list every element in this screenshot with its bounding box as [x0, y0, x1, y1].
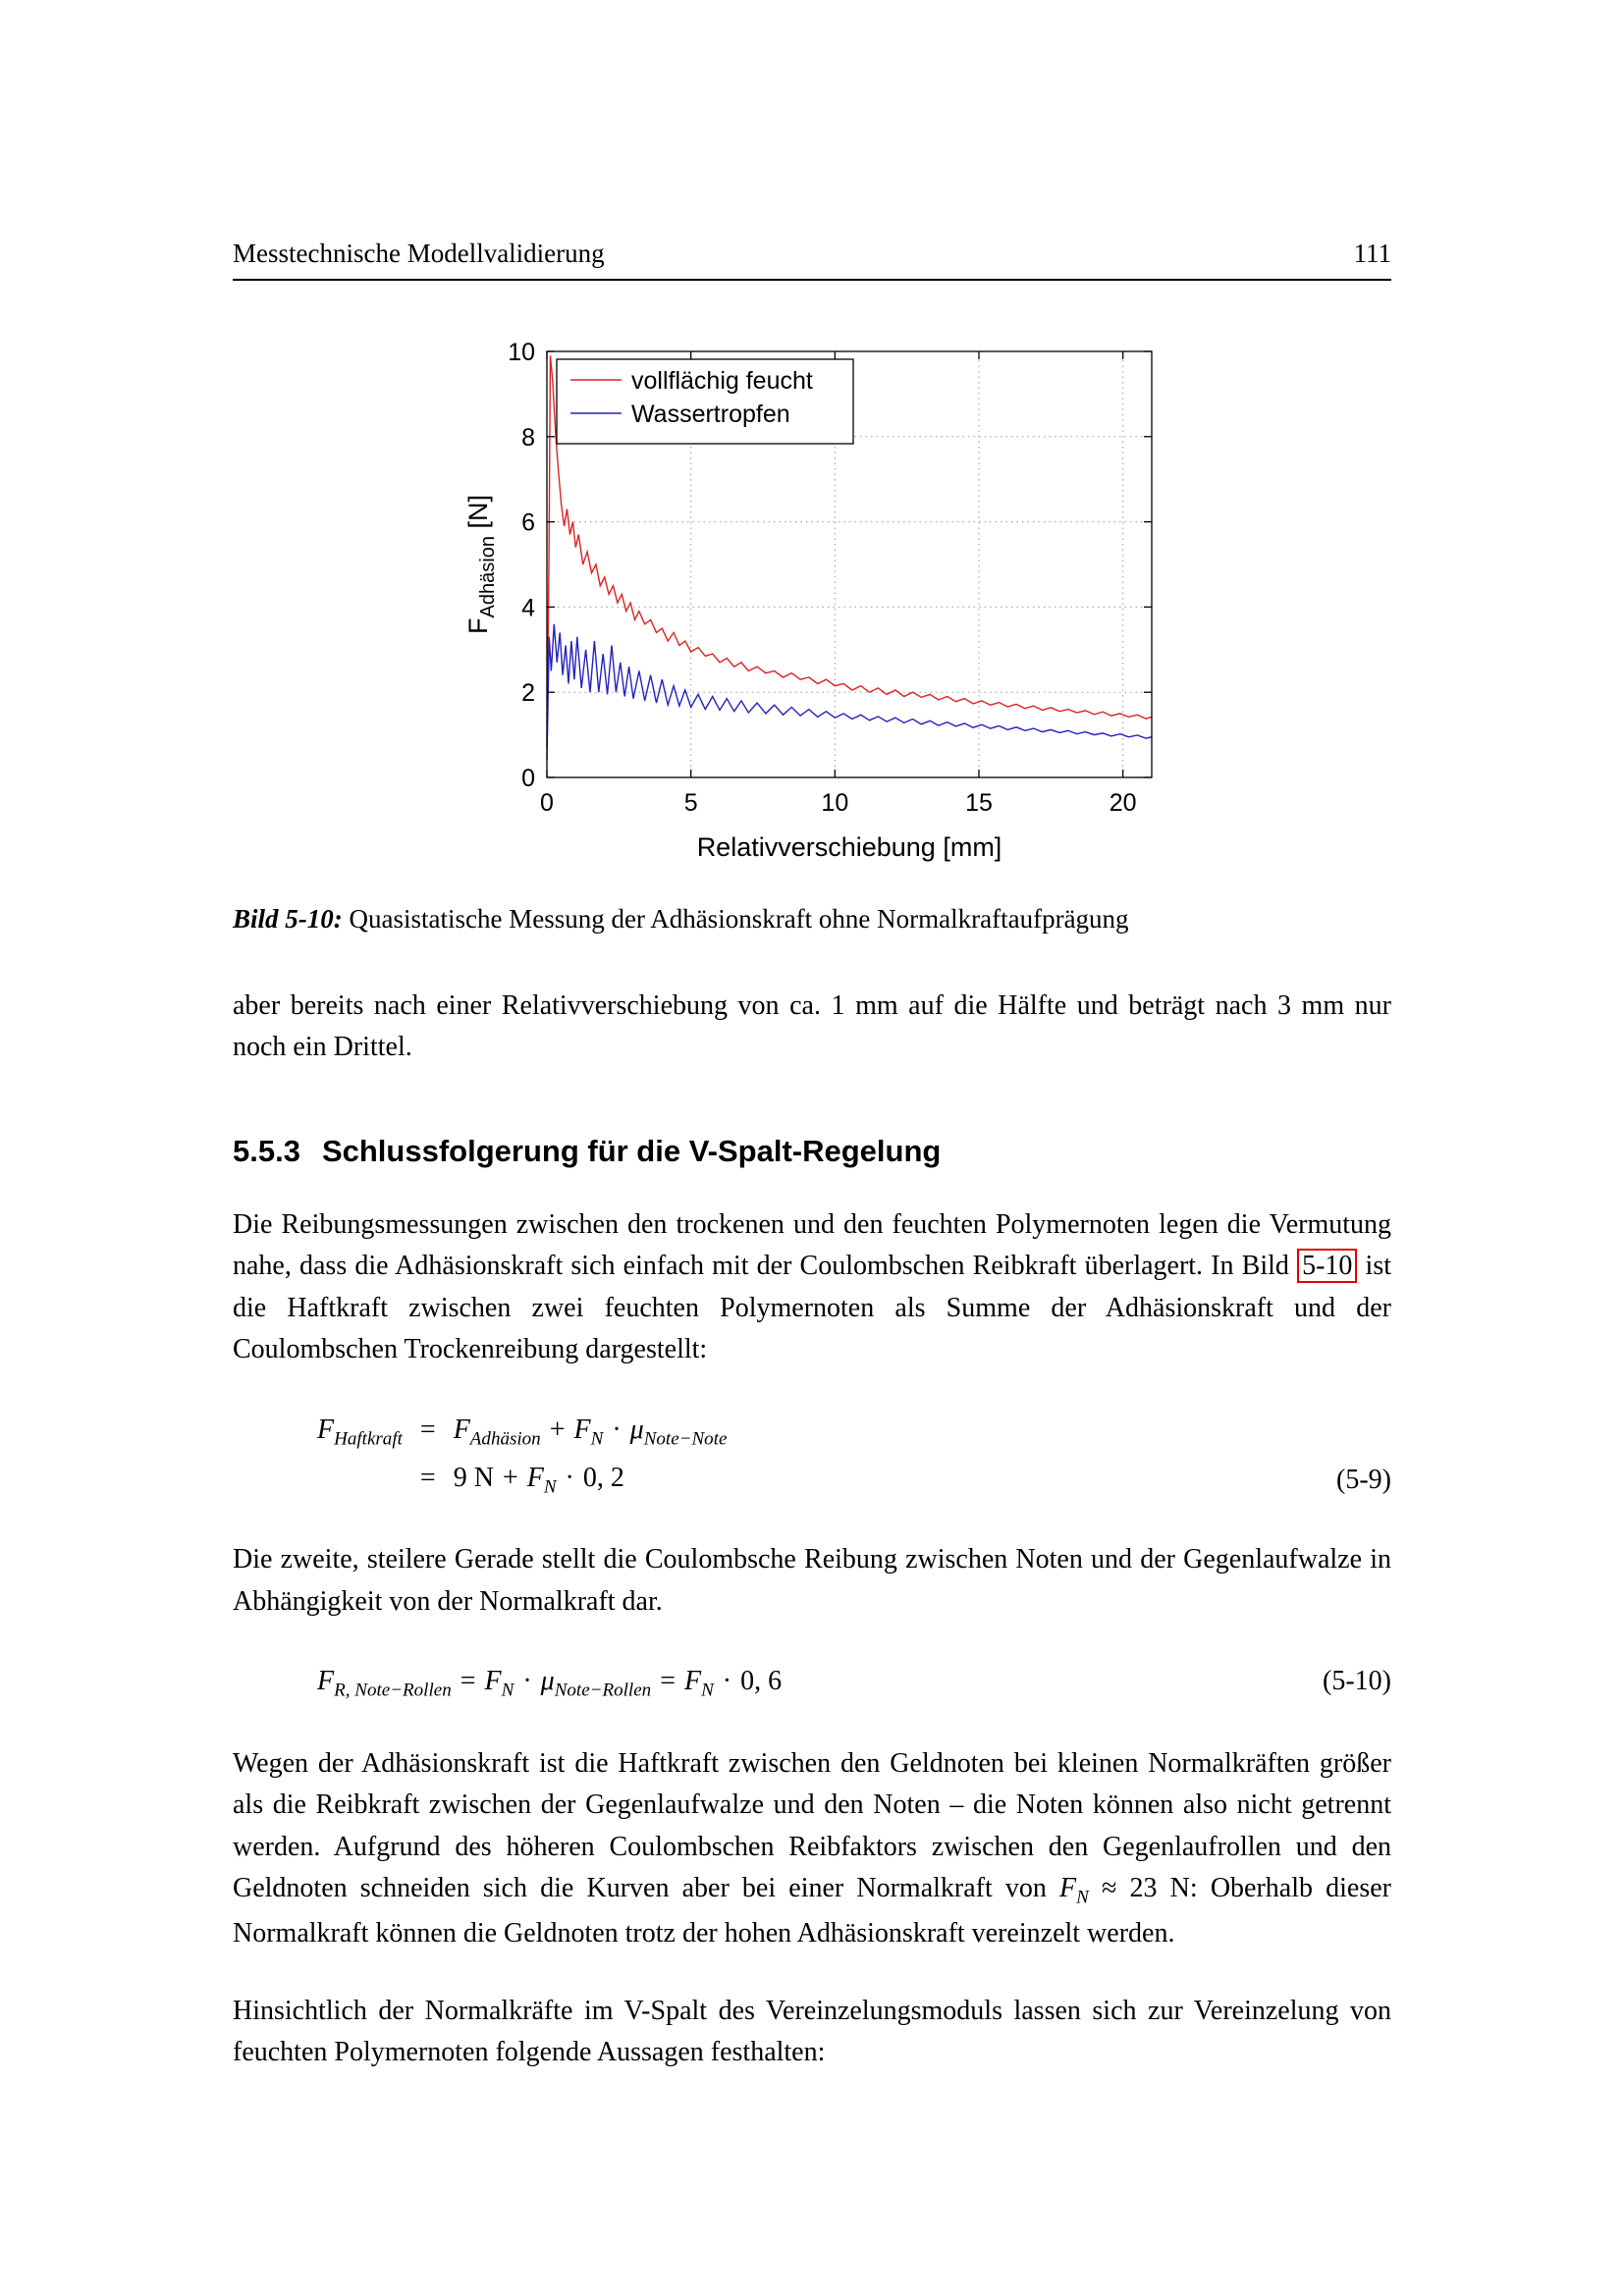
paragraph-text: Wegen der Adhäsionskraft ist die Haftkraft zwischen den Geldnoten bei kleinen Normalkräften größer als die Reibkraft zwischen der Gegenlaufwalze und den Noten – die Noten können also nicht getrennt werden. Aufgrund des höheren Coulombschen Reibfaktors zwischen den Gegenlaufrollen und den Geldnoten schneiden sich die Kurven aber bei einer Normalkraft von	[233, 1747, 1391, 1904]
body-paragraph-1: aber bereits nach einer Relativverschiebung von ca. 1 mm auf die Hälfte und beträgt nach 3 mm nur noch ein Drittel.	[233, 989, 1391, 1063]
section-heading-5-5-3	[233, 1134, 1391, 1169]
equation-rhs-1: $F_{Adhäsion} + F_N \cdot \mu_{Note-Note}$	[453, 1414, 728, 1450]
paragraph-text: : Oberhalb dieser Normalkraft können die Geldnoten trotz der hohen Adhäsionskraft vereinzelt werden.	[233, 1873, 1391, 1949]
inline-math-FN: F	[1059, 1873, 1077, 1904]
equation-number: (5-10)	[1323, 1666, 1391, 1697]
svg-text:10: 10	[821, 788, 849, 817]
body-paragraph-4	[233, 1743, 1391, 1955]
figure-caption-text: Quasistatische Messung der Adhäsionskraft ohne Normalkraftaufprägung	[342, 903, 1129, 934]
equation-rhs-2: 9 $N + F_N \cdot 0$, 2	[453, 1462, 624, 1498]
svg-text:6: 6	[521, 508, 535, 537]
svg-text:20: 20	[1109, 788, 1137, 817]
equation-lhs-empty	[317, 1457, 403, 1505]
running-title: Messtechnische Modellvalidierung	[233, 239, 605, 268]
svg-text:vollflächig feucht: vollflächig feucht	[631, 366, 813, 395]
equation-5-10	[317, 1660, 1391, 1708]
figure-caption-label: Bild 5-10:	[233, 903, 343, 934]
body-paragraph-5: Hinsichtlich der Normalkräfte im V-Spalt des Vereinzelungsmoduls lassen sich zur Vereinzelung von feuchten Polymernoten folgende Aussagen festhalten:	[233, 1995, 1391, 2068]
svg-text:4: 4	[521, 594, 535, 622]
svg-text:0: 0	[540, 788, 554, 817]
equation-5-9	[317, 1409, 1391, 1504]
equation-number: (5-9)	[1336, 1465, 1391, 1496]
body-paragraph-2	[233, 1204, 1391, 1371]
svg-text:15: 15	[965, 788, 993, 817]
paragraph-text: ist die Haftkraft zwischen zwei feuchten Polymernoten als Summe der Adhäsionskraft und der Coulombschen Trockenreibung dargestellt:	[233, 1251, 1391, 1365]
svg-text:Relativverschiebung [mm]: Relativverschiebung [mm]	[696, 831, 1002, 862]
equals-sign: =	[419, 1462, 436, 1493]
svg-text:Wassertropfen: Wassertropfen	[631, 400, 790, 428]
svg-text:FAdhäsion [N]: $F_{Adhäsion}$ [N]	[463, 494, 499, 634]
inline-math-FN-sub: N	[1076, 1888, 1089, 1909]
page-header	[233, 240, 1391, 269]
body-paragraph-3: Die zweite, steilere Gerade stellt die Coulombsche Reibung zwischen Noten und der Gegenlaufwalze in Abhängigkeit von der Normalkraft dar.	[233, 1544, 1391, 1617]
equals-sign: =	[419, 1414, 436, 1445]
inline-math-rest: ≈ 23 N	[1088, 1873, 1190, 1904]
section-number: 5.5.3	[233, 1133, 300, 1168]
paragraph-text: Die Reibungsmessungen zwischen den trockenen und den feuchten Polymernoten legen die Vermutung nahe, dass die Adhäsionskraft sich einfach mit der Coulombschen Reibkraft überlagert. In Bild	[233, 1208, 1391, 1282]
header-rule	[233, 279, 1391, 281]
svg-text:10: 10	[508, 338, 535, 366]
svg-text:2: 2	[521, 678, 535, 707]
equation-line: $F_{R, Note-Rollen} = F_N \cdot \mu_{Note-Rollen} = F_N \cdot 0$, 6	[317, 1666, 783, 1701]
equation-lhs: $F_{Haftkraft}$	[317, 1414, 403, 1450]
svg-text:8: 8	[521, 423, 535, 452]
figure-5-10	[233, 336, 1391, 934]
page-number: 111	[1353, 239, 1391, 268]
figure-caption	[233, 904, 1391, 934]
section-title: Schlussfolgerung für die V-Spalt-Regelung	[321, 1133, 942, 1168]
figure-reference-link[interactable]: 5-10	[1297, 1249, 1357, 1283]
svg-text:5: 5	[683, 788, 698, 817]
svg-text:0: 0	[521, 764, 535, 792]
adhesion-force-chart	[447, 336, 1177, 877]
